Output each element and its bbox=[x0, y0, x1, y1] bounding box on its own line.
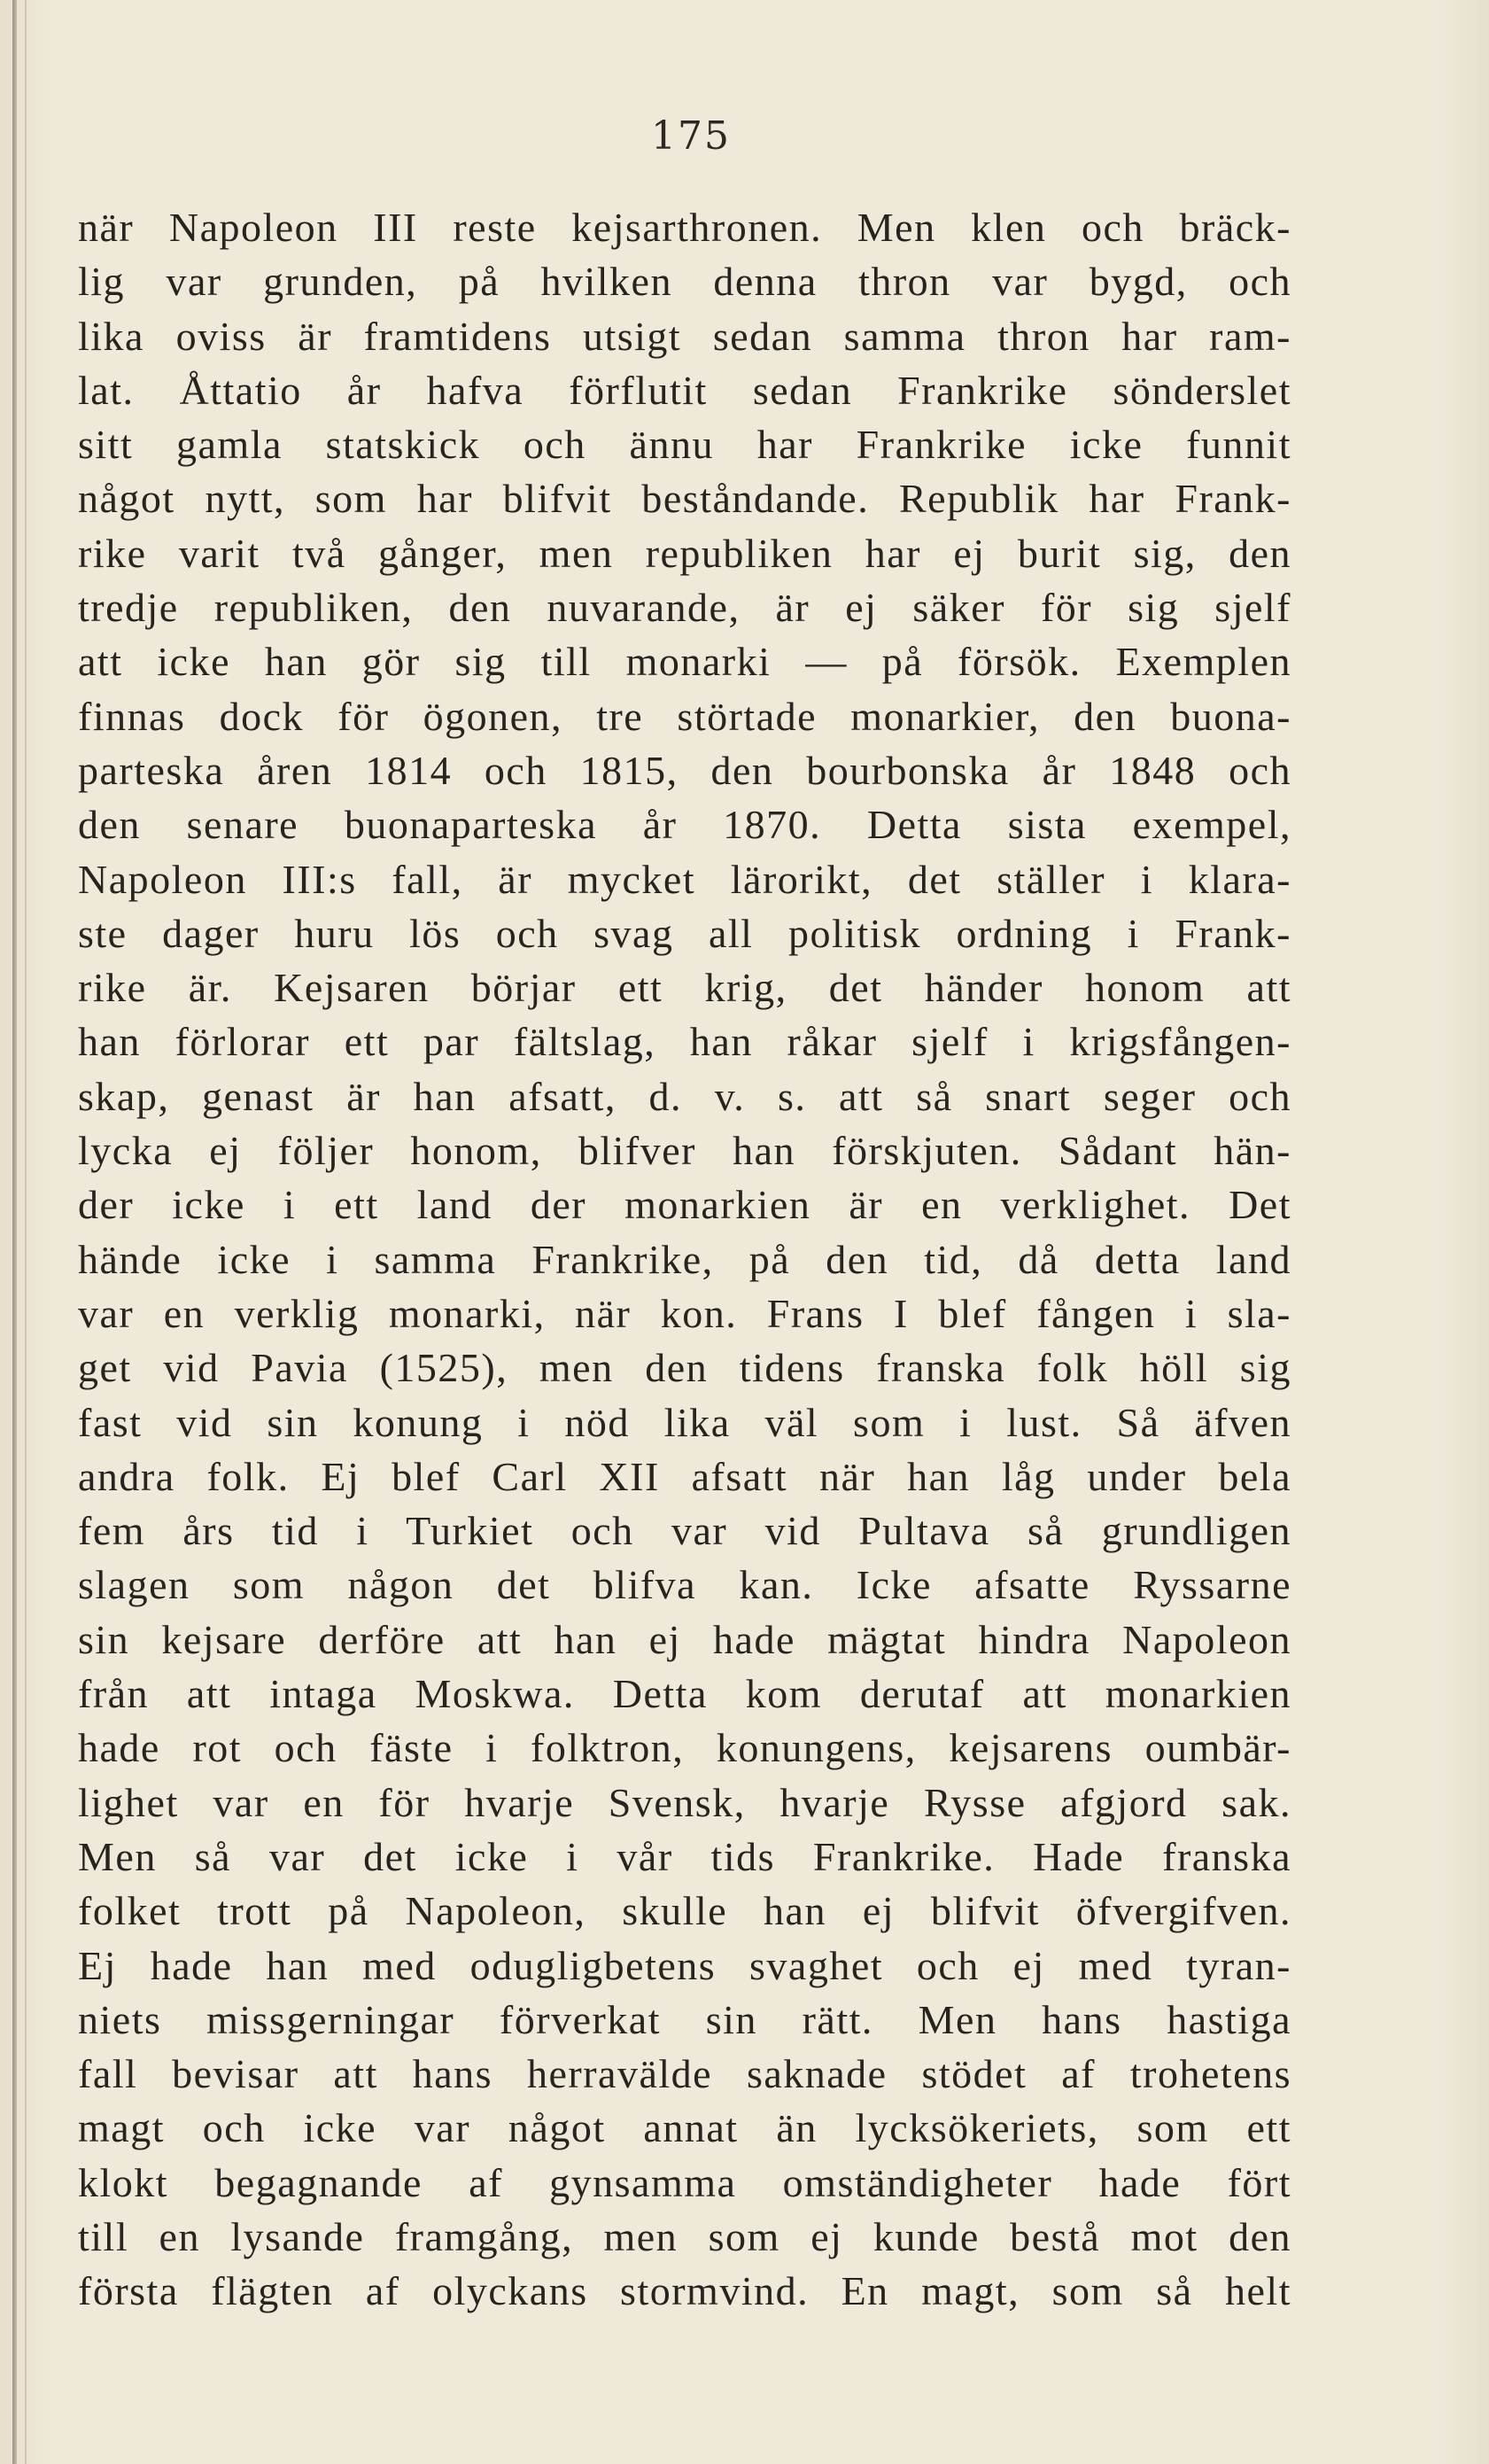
text-line: sitt gamla statskick och ännu har Frankrike icke funnit bbox=[78, 422, 1291, 468]
text-line: sin kejsare derföre att han ej hade mägtat hindra Napoleon bbox=[78, 1616, 1291, 1662]
text-line: der icke i ett land der monarkien är en verklighet. Det bbox=[78, 1182, 1291, 1228]
text-line: lycka ej följer honom, blifver han förskjuten. Sådant hän- bbox=[78, 1128, 1291, 1174]
text-line: slagen som någon det blifva kan. Icke afsatte Ryssarne bbox=[78, 1562, 1291, 1608]
text-line: lighet var en för hvarje Svensk, hvarje Rysse afgjord sak. bbox=[78, 1779, 1291, 1825]
binding-edge bbox=[12, 0, 17, 2464]
text-line: finnas dock för ögonen, tre störtade monarkier, den buona- bbox=[78, 693, 1291, 739]
text-line: ste dager huru lös och svag all politisk ordning i Frank- bbox=[78, 910, 1291, 956]
text-line: rike är. Kejsaren börjar ett krig, det händer honom att bbox=[78, 965, 1291, 1011]
text-line: hade rot och fäste i folktron, konungens, kejsarens oumbär- bbox=[78, 1725, 1291, 1771]
text-line: fem års tid i Turkiet och var vid Pultava så grundligen bbox=[78, 1508, 1291, 1554]
text-line: Napoleon III:s fall, är mycket lärorikt, det ställer i klara- bbox=[78, 856, 1291, 902]
text-line: get vid Pavia (1525), men den tidens franska folk höll sig bbox=[78, 1345, 1291, 1391]
text-line: klokt begagnande af gynsamma omständigheter hade fört bbox=[78, 2159, 1291, 2205]
text-line: parteska åren 1814 och 1815, den bourbonska år 1848 och bbox=[78, 747, 1291, 793]
text-line: att icke han gör sig till monarki — på försök. Exemplen bbox=[78, 639, 1291, 685]
binding-edge-shadow bbox=[25, 0, 27, 2464]
text-line: lat. Åttatio år hafva förflutit sedan Frankrike sönderslet bbox=[78, 367, 1291, 413]
text-line: Ej hade han med odugligbetens svaghet och ej med tyran- bbox=[78, 1942, 1291, 1988]
text-line: från att intaga Moskwa. Detta kom derutaf att monarkien bbox=[78, 1671, 1291, 1717]
text-line: tredje republiken, den nuvarande, är ej säker för sig sjelf bbox=[78, 585, 1291, 631]
text-line: rike varit två gånger, men republiken har ej burit sig, den bbox=[78, 530, 1291, 576]
text-line: lig var grunden, på hvilken denna thron var bygd, och bbox=[78, 259, 1291, 305]
text-line: folket trott på Napoleon, skulle han ej blifvit öfvergifven. bbox=[78, 1888, 1291, 1934]
text-line: han förlorar ett par fältslag, han råkar sjelf i krigsfången- bbox=[78, 1019, 1291, 1065]
text-line: fall bevisar att hans herravälde saknade stödet af trohetens bbox=[78, 2051, 1291, 2097]
text-line: niets missgerningar förverkat sin rätt. Men hans hastiga bbox=[78, 1996, 1291, 2042]
body-text bbox=[78, 200, 1291, 2319]
text-line: hände icke i samma Frankrike, på den tid, då detta land bbox=[78, 1236, 1291, 1282]
text-line: magt och icke var något annat än lycksökeriets, som ett bbox=[78, 2105, 1291, 2151]
text-line: lika oviss är framtidens utsigt sedan samma thron har ram- bbox=[78, 313, 1291, 359]
text-line: första flägten af olyckans stormvind. En magt, som så helt bbox=[78, 2268, 1291, 2314]
text-line: något nytt, som har blifvit beståndande. Republik har Frank- bbox=[78, 476, 1291, 522]
text-line: till en lysande framgång, men som ej kunde bestå mot den bbox=[78, 2213, 1291, 2259]
text-line: skap, genast är han afsatt, d. v. s. att så snart seger och bbox=[78, 1073, 1291, 1119]
text-line: när Napoleon III reste kejsarthronen. Men klen och bräck- bbox=[78, 205, 1291, 250]
text-line: Men så var det icke i vår tids Frankrike. Hade franska bbox=[78, 1833, 1291, 1879]
page-number: 175 bbox=[651, 113, 731, 159]
text-line: andra folk. Ej blef Carl XII afsatt när han låg under bela bbox=[78, 1453, 1291, 1499]
text-line: var en verklig monarki, när kon. Frans I blef fången i sla- bbox=[78, 1290, 1291, 1336]
text-line: den senare buonaparteska år 1870. Detta sista exempel, bbox=[78, 802, 1291, 848]
text-line: fast vid sin konung i nöd lika väl som i lust. Så äfven bbox=[78, 1399, 1291, 1445]
